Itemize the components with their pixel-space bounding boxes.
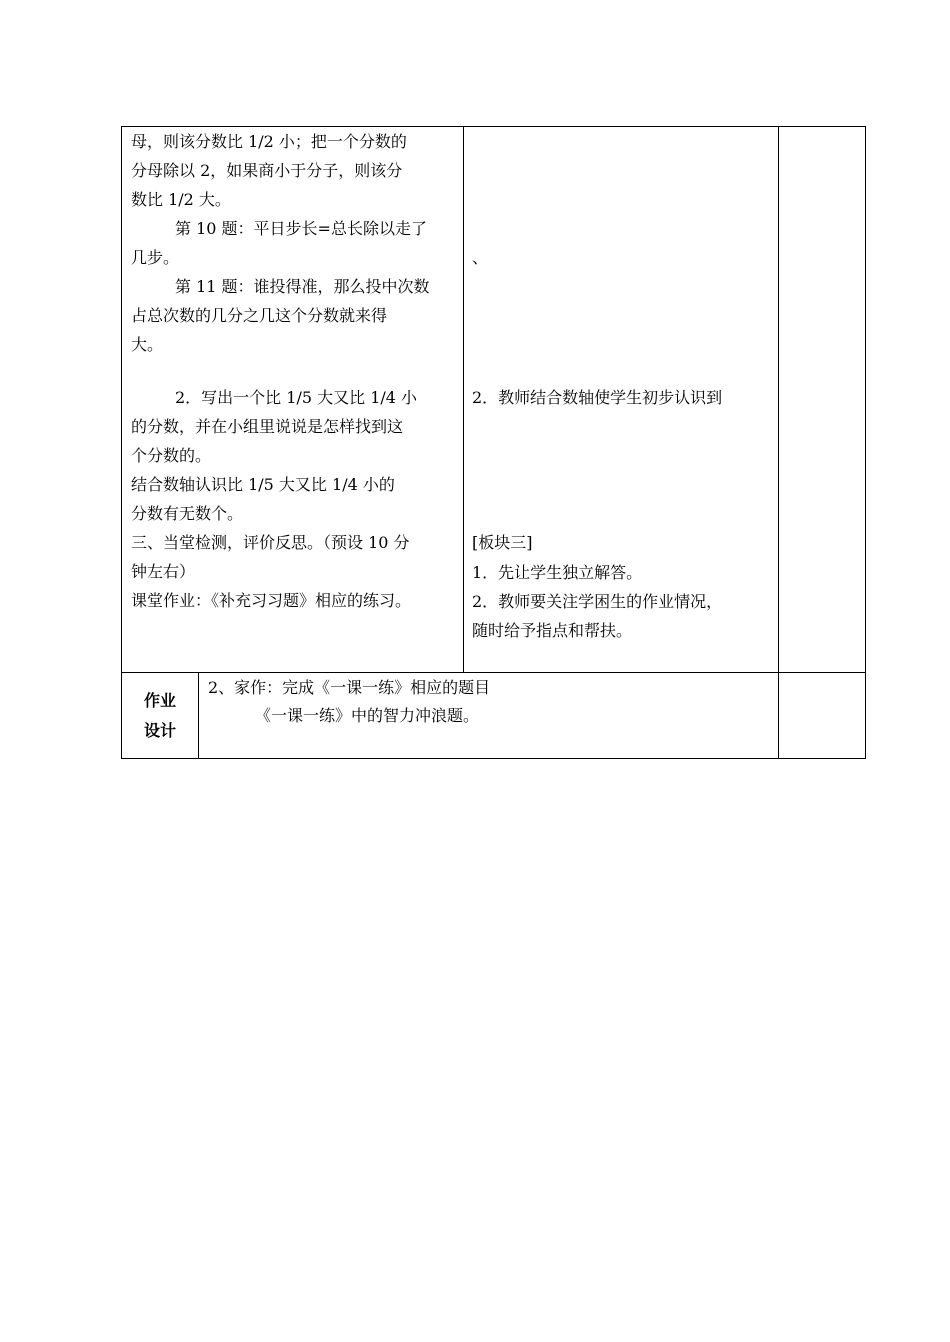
text-line: 钟左右） [131,562,196,581]
homework-line-2: 《一课一练》中的智力冲浪题。 [255,706,480,725]
text-line: 占总次数的几分之几这个分数就来得 [131,306,388,325]
left-column-text [131,127,430,615]
text-line: 2．写出一个比 1/5 大又比 1/4 小 [175,388,418,407]
text-line: 几步。 [131,248,180,267]
text-line: 的分数，并在小组里说说是怎样找到这 [131,417,404,436]
homework-label-line-2: 设计 [143,721,176,740]
text-line: 第 11 题：谁投得准，那么投中次数 [175,277,430,296]
block-three-step-1: 1．先让学生独立解答。 [472,563,643,582]
text-line: 结合数轴认识比 1/5 大又比 1/4 小的 [131,475,395,494]
label-cell-divider [198,672,199,759]
middle-item-2: 2．教师结合数轴使学生初步认识到 [472,388,723,407]
middle-mark: 、 [472,248,489,267]
homework-label-line-1: 作业 [143,691,176,710]
text-line: 分数有无数个。 [131,504,244,523]
homework-line-1: 2、家作：完成《一课一练》相应的题目 [208,678,491,697]
text-line: 大。 [131,335,164,354]
text-line: 课堂作业：《补充习习题》相应的练习。 [131,591,412,610]
text-line: 个分数的。 [131,446,212,465]
text-line: 三、当堂检测，评价反思。（预设 10 分 [131,533,410,552]
text-line: 数比 1/2 大。 [131,190,231,209]
block-three-step-2: 2．教师要关注学困生的作业情况， [472,592,723,611]
row-divider [121,672,866,673]
column-divider-right [778,126,779,759]
text-line: 母，则该分数比 1/2 小；把一个分数的 [131,132,407,151]
column-divider-left [463,126,464,673]
text-line: 第 10 题：平日步长=总长除以走了 [175,219,427,238]
text-line: 分母除以 2，如果商小于分子，则该分 [131,161,403,180]
text-line [131,359,430,383]
block-three-step-2-cont: 随时给予指点和帮扶。 [472,621,633,640]
block-three-title: [板块三] [472,533,533,552]
homework-label [122,686,198,746]
